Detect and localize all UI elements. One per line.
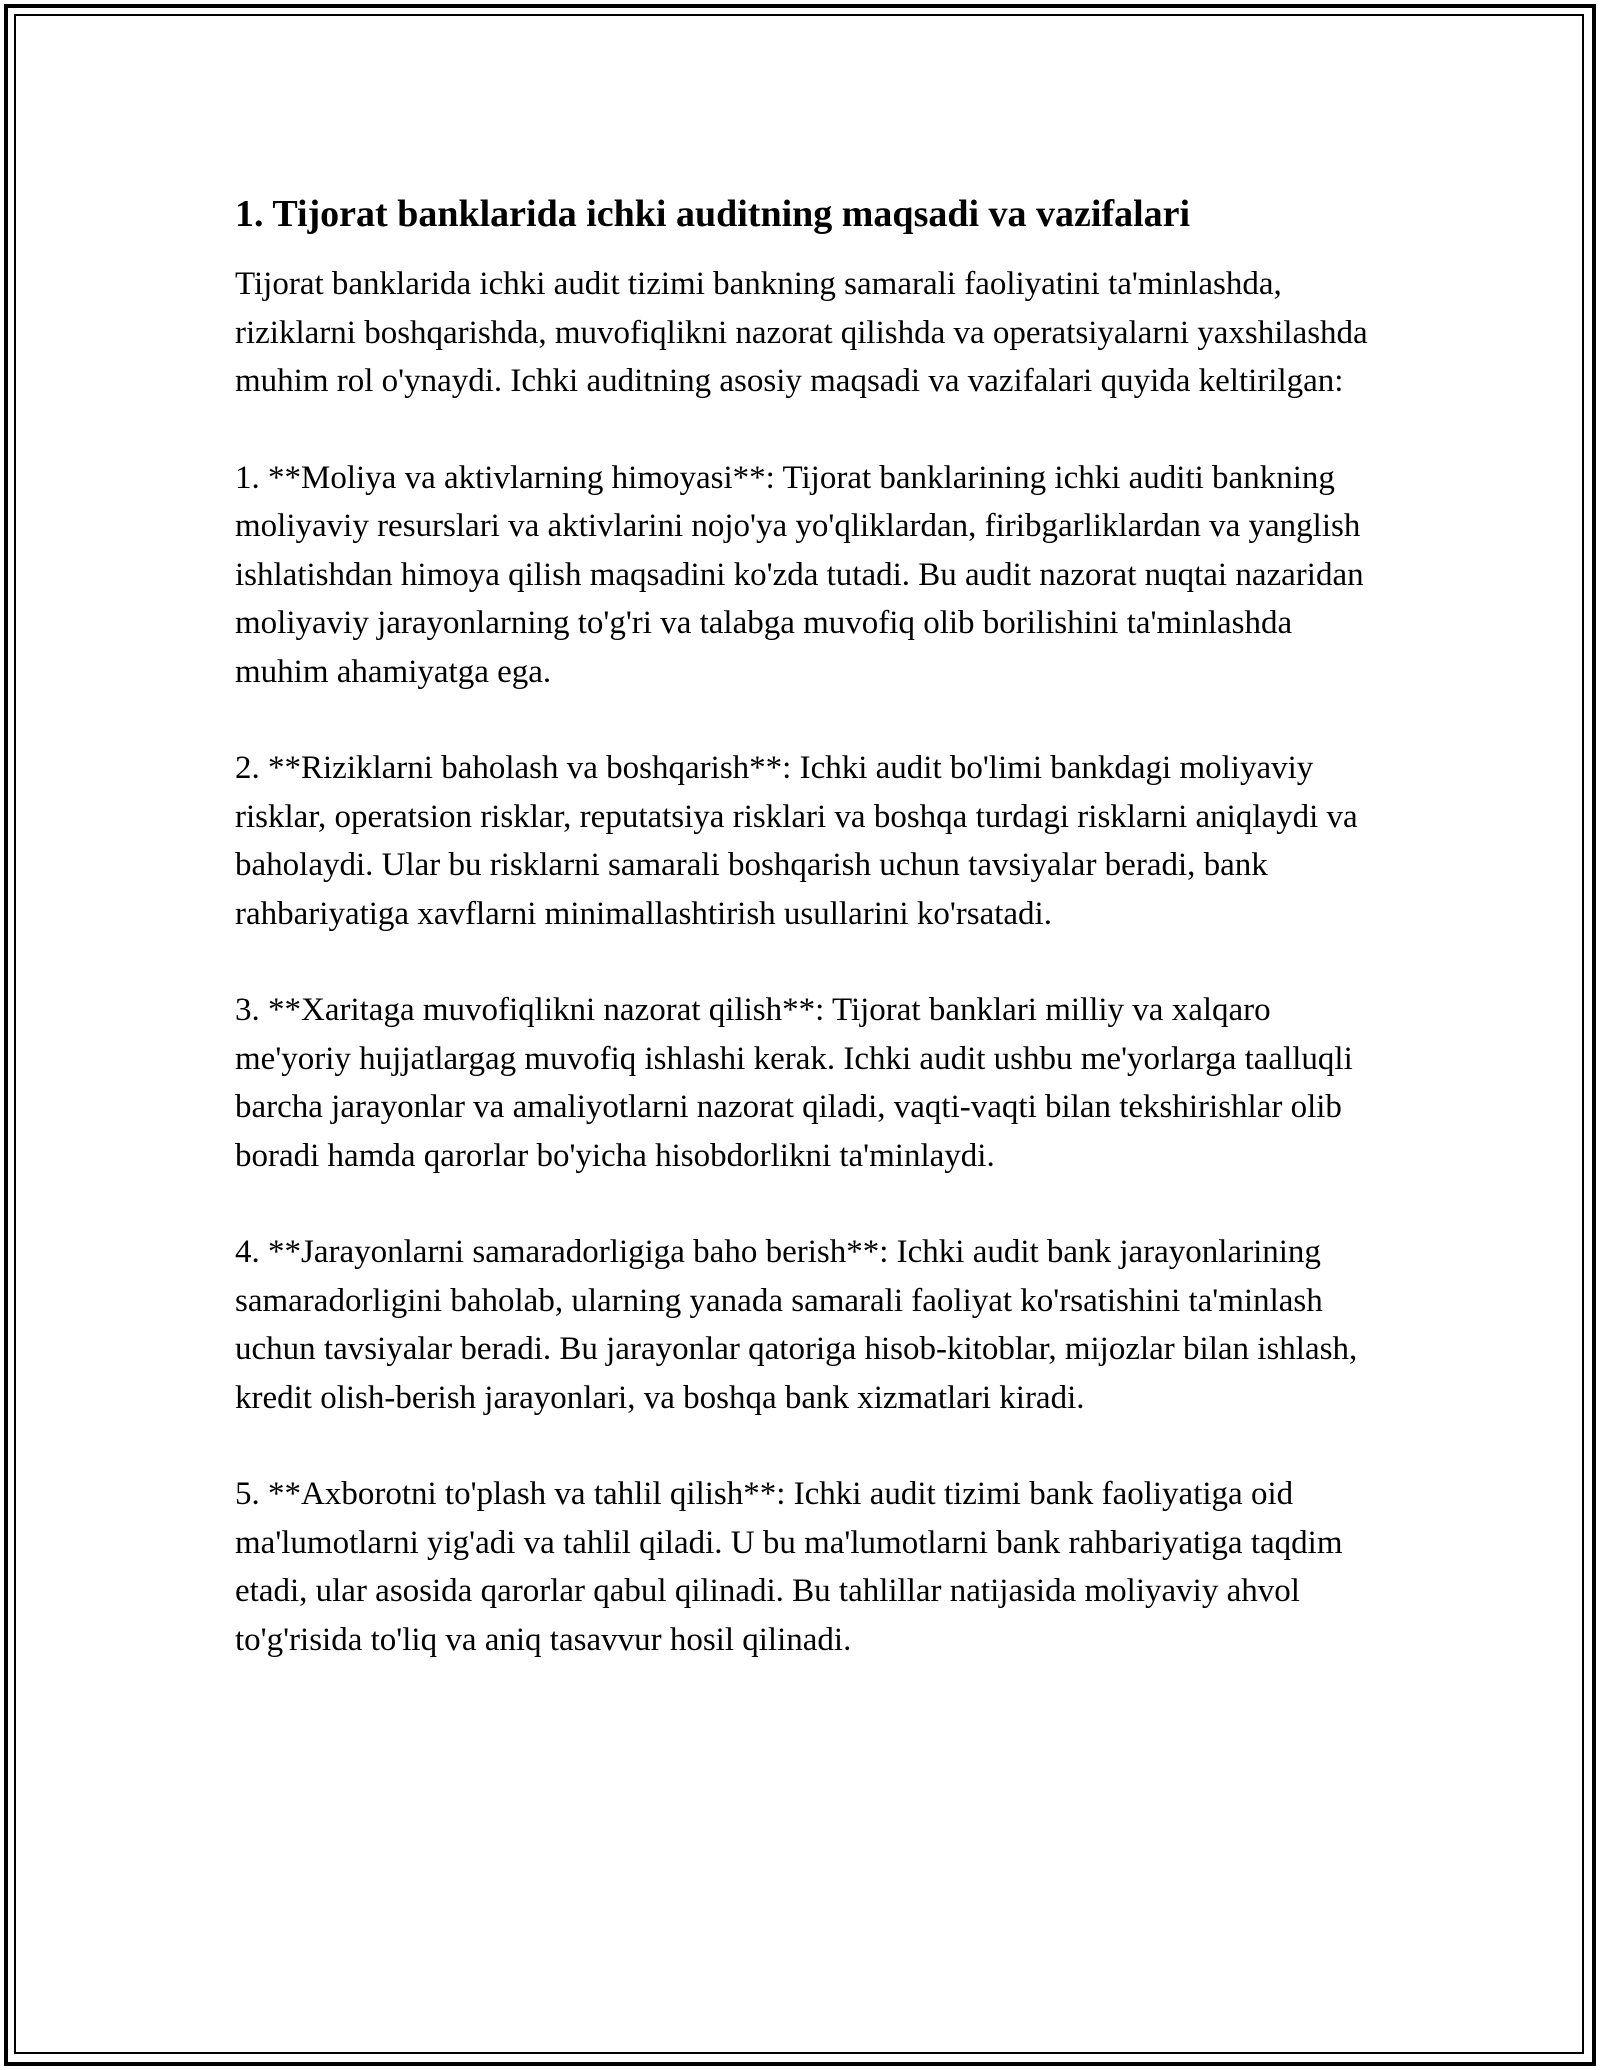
section-heading: 1. Tijorat banklarida ichki auditning maqsadi va vazifalari xyxy=(235,193,1191,235)
list-item-3: 3. **Xaritaga muvofiqlikni nazorat qilish**: Tijorat banklari milliy va xalqaro me'yoriy hujjatlargag muvofiq ishlashi kerak. Ichki audit ushbu me'yorlarga taalluqli barcha jarayonlar va amaliyotlarni nazorat qiladi, vaqti-vaqti bilan tekshirishlar olib boradi hamda qarorlar bo'yicha hisobdorlikni ta'minlaydi. xyxy=(235,992,1353,1174)
list-item-1: 1. **Moliya va aktivlarning himoyasi**: Tijorat banklarining ichki auditi bankning moliyaviy resurslari va aktivlarini nojo'ya yo'qliklardan, firibgarliklardan va yanglish ishlatishdan himoya qilish maqsadini ko'zda tutadi. Bu audit nazorat nuqtai nazaridan moliyaviy jarayonlarning to'g'ri va talabga muvofiq olib borilishini ta'minlashda muhim ahamiyatga ega. xyxy=(235,459,1364,690)
list-item-5: 5. **Axborotni to'plash va tahlil qilish**: Ichki audit tizimi bank faoliyatiga oid ma'lumotlarni yig'adi va tahlil qiladi. U bu ma'lumotlarni bank rahbariyatiga taqdim etadi, ular asosida qarorlar qabul qilinadi. Bu tahlillar natijasida moliyaviy ahvol to'g'risida to'liq va aniq tasavvur hosil qilinadi. xyxy=(235,1476,1343,1658)
document-body xyxy=(235,190,1375,1712)
intro-paragraph: Tijorat banklarida ichki audit tizimi bankning samarali faoliyatini ta'minlashda, riziklarni boshqarishda, muvofiqlikni nazorat qilishda va operatsiyalarni yaxshilashda muhim rol o'ynaydi. Ichki auditning asosiy maqsadi va vazifalari quyida keltirilgan: xyxy=(235,266,1368,399)
list-item-2: 2. **Riziklarni baholash va boshqarish**: Ichki audit bo'limi bankdagi moliyaviy risklar, operatsion risklar, reputatsiya risklari va boshqa turdagi risklarni aniqlaydi va baholaydi. Ular bu risklarni samarali boshqarish uchun tavsiyalar beradi, bank rahbariyatiga xavflarni minimallashtirish usullarini ko'rsatadi. xyxy=(235,750,1358,932)
list-item-4: 4. **Jarayonlarni samaradorligiga baho berish**: Ichki audit bank jarayonlarining samaradorligini baholab, ularning yanada samarali faoliyat ko'rsatishini ta'minlash uchun tavsiyalar beradi. Bu jarayonlar qatoriga hisob-kitoblar, mijozlar bilan ishlash, kredit olish-berish jarayonlari, va boshqa bank xizmatlari kiradi. xyxy=(235,1234,1358,1416)
